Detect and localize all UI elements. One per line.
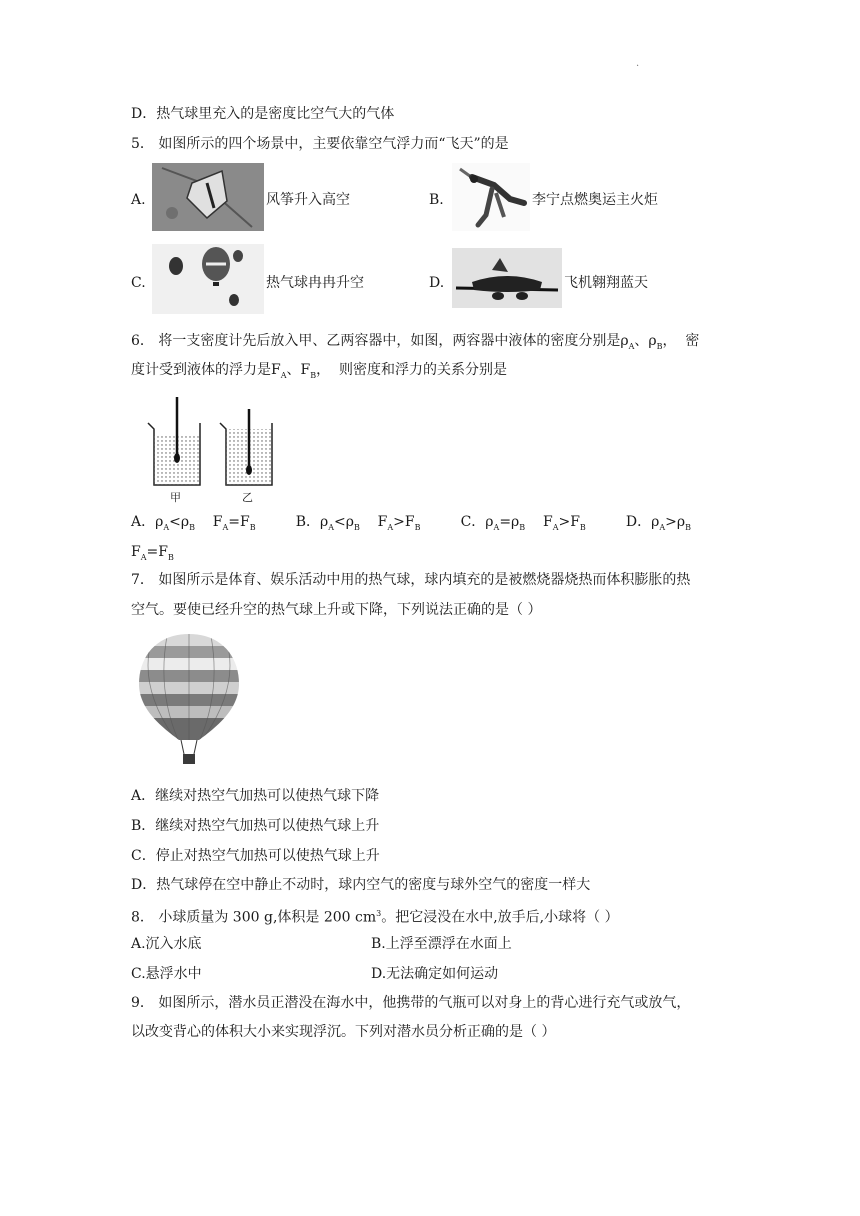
q8-option-c: C.悬浮水中 [131,966,202,982]
q4-option-d: D．热气球里充入的是密度比空气大的气体 [131,106,395,122]
q6-stem-text2: 度计受到液体的浮力是F [131,362,281,378]
q9-stem-line2: 以改变背心的体积大小来实现浮沉。下列对潜水员分析正确的是（ ） [131,1024,556,1040]
q7-stem-line1: 7． 如图所示是体育、娱乐活动中用的热气球，球内填充的是被燃烧器烧热而体积膨胀的热 [131,572,691,588]
q5-option-c-caption: 热气球冉冉升空 [266,275,364,291]
q6-wrap-f: F [131,544,141,560]
q6-stem-line2: 度计受到液体的浮力是$F_A$、$F_B$， 则密度和浮力的关系分别是 [131,362,508,380]
q8-option-b: B.上浮至漂浮在水面上 [371,936,512,952]
q6-option-a-letter: A． [131,514,156,530]
q8-stem-b: 。把它浸没在水中,放手后,小球将（ ） [381,909,619,926]
q5-option-a-letter: A. [131,192,146,208]
q6-stem-text1: 6． 将一支密度计先后放入甲、乙两容器中，如图，两容器中液体的密度分别是ρ [131,333,629,349]
q6-option-b-letter: B． [295,514,320,530]
q8-stem [131,904,619,928]
density-meter-figure [140,395,280,505]
hot-air-balloons-image [152,244,264,314]
q5-stem: 5． 如图所示的四个场景中，主要依靠空气浮力而“飞天”的是 [131,136,509,152]
q9-stem-line1: 9． 如图所示，潜水员正潜没在海水中，他携带的气瓶可以对身上的背心进行充气或放气， [131,995,691,1011]
label-jia: 甲 [170,491,181,504]
q7-option-b: B．继续对热空气加热可以使热气球上升 [131,818,380,834]
q8-stem-sup: 3 [376,909,382,918]
kite-image [152,163,264,231]
q8-option-a: A.沉入水底 [131,936,202,952]
q6-stem-line1: 6． 将一支密度计先后放入甲、乙两容器中，如图，两容器中液体的密度分别是$\rho_A$、$\rho_B$， 密 [131,333,700,351]
q5-option-b-caption: 李宁点燃奥运主火炬 [532,192,658,208]
q7-option-a: A．继续对热空气加热可以使热气球下降 [131,788,380,804]
q8-option-d: D.无法确定如何运动 [371,966,499,982]
q7-option-c: C．停止对热空气加热可以使热气球上升 [131,848,380,864]
q5-option-a-caption: 风筝升入高空 [266,192,350,208]
q5-option-c-letter: C. [131,275,146,291]
q6-option-d-wrap: $F_A=F_B$ [131,544,174,562]
q7-option-d: D．热气球停在空中静止不动时，球内空气的密度与球外空气的密度一样大 [131,877,591,893]
q6-option-d-letter: D． [625,514,652,530]
hot-air-balloon-figure [137,632,241,772]
q7-stem-line2: 空气。要使已经升空的热气球上升或下降，下列说法正确的是（ ） [131,602,542,618]
label-yi: 乙 [242,491,253,504]
q6-options-line: A．$\rho_A<\rho_B$ $F_A=F_B$ B．$\rho_A<\rho_B$ $F_A>F_B$ C．$\rho_A=\rho_B$ $F_A>F_B$ D．$\rho_A>\rho_B$ [131,514,691,532]
q5-option-d-caption: 飞机翱翔蓝天 [564,275,648,291]
header-dot: . [636,58,640,69]
q8-stem-a: 8． 小球质量为 300 g,体积是 200 cm [131,909,377,926]
torch-runner-image [452,163,530,231]
airplane-image [452,248,562,308]
q5-option-d-letter: D. [429,275,445,291]
q5-option-b-letter: B. [429,192,444,208]
q6-option-c-letter: C． [460,514,486,530]
